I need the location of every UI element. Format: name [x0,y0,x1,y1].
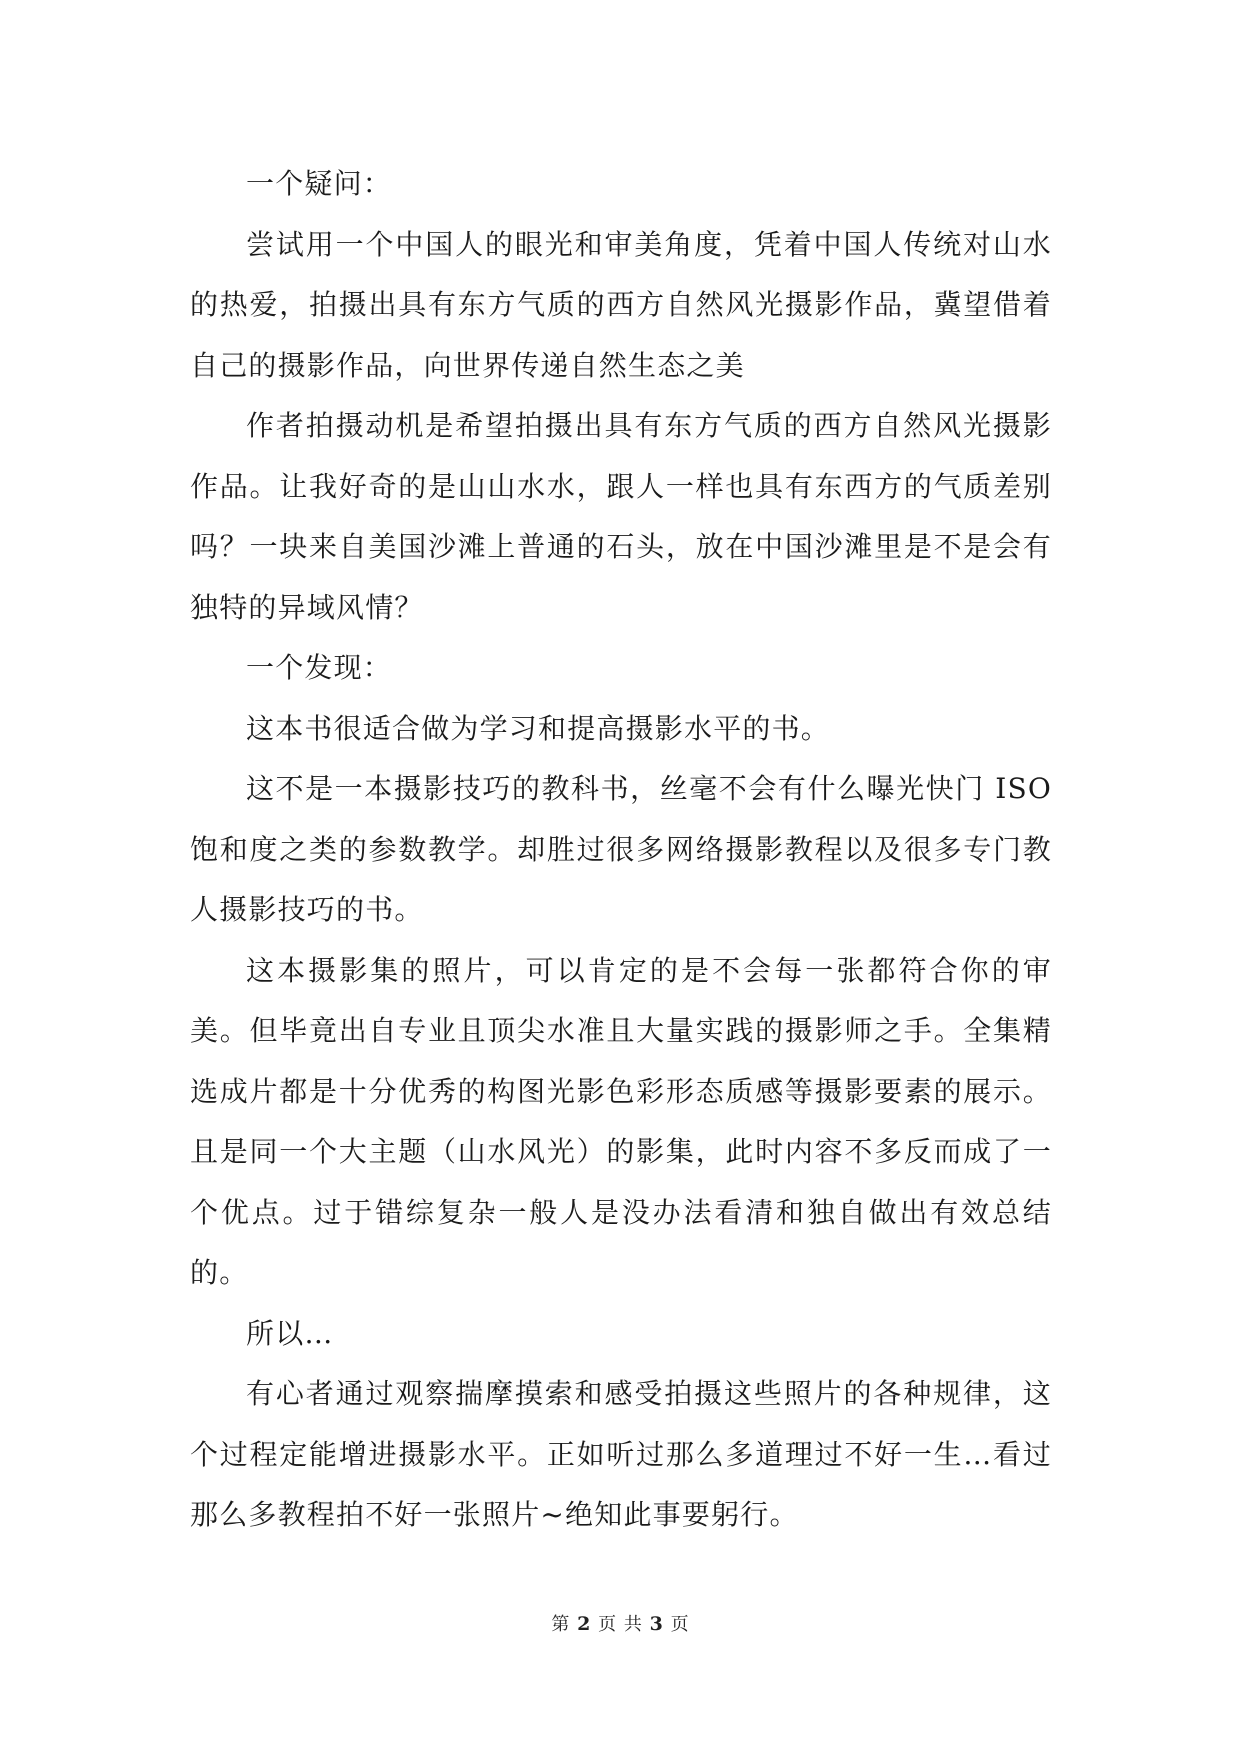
paragraph: 有心者通过观察揣摩摸索和感受拍摄这些照片的各种规律，这个过程定能增进摄影水平。正如听过那么多道理过不好一生…看过那么多教程拍不好一张照片~绝知此事要躬行。 [190,1377,1052,1531]
paragraph: 一个发现： [246,651,393,684]
current-page-number: 2 [577,1613,592,1635]
paragraph: 所以… [246,1316,334,1350]
paragraph: 一个疑问： [246,167,393,200]
footer-middle: 页 共 [598,1614,643,1635]
paragraph: 作者拍摄动机是希望拍摄出具有东方气质的西方自然风光摄影作品。让我好奇的是山山水水，跟人一样也具有东西方的气质差别吗？一块来自美国沙滩上普通的石头，放在中国沙滩里是不是会有独特的异域风情？ [190,409,1052,624]
paragraph: 尝试用一个中国人的眼光和审美角度，凭着中国人传统对山水的热爱，拍摄出具有东方气质的西方自然风光摄影作品，冀望借着自己的摄影作品，向世界传递自然生态之美 [190,227,1052,382]
document-body [190,154,1052,1546]
footer-prefix: 第 [551,1614,571,1635]
page-footer [0,1610,1241,1636]
footer-suffix: 页 [670,1614,690,1635]
paragraph: 这本书很适合做为学习和提高摄影水平的书。 [246,711,831,745]
paragraph: 这本摄影集的照片，可以肯定的是不会每一张都符合你的审美。但毕竟出自专业且顶尖水准且大量实践的摄影师之手。全集精选成片都是十分优秀的构图光影色彩形态质感等摄影要素的展示。且是同一个大主题（山水风光）的影集，此时内容不多反而成了一个优点。过于错综复杂一般人是没办法看清和独自做出有效总结的。 [190,953,1052,1289]
paragraph: 这不是一本摄影技巧的教科书，丝毫不会有什么曝光快门 ISO 饱和度之类的参数教学。却胜过很多网络摄影教程以及很多专门教人摄影技巧的书。 [190,772,1052,926]
total-page-number: 3 [649,1613,664,1635]
